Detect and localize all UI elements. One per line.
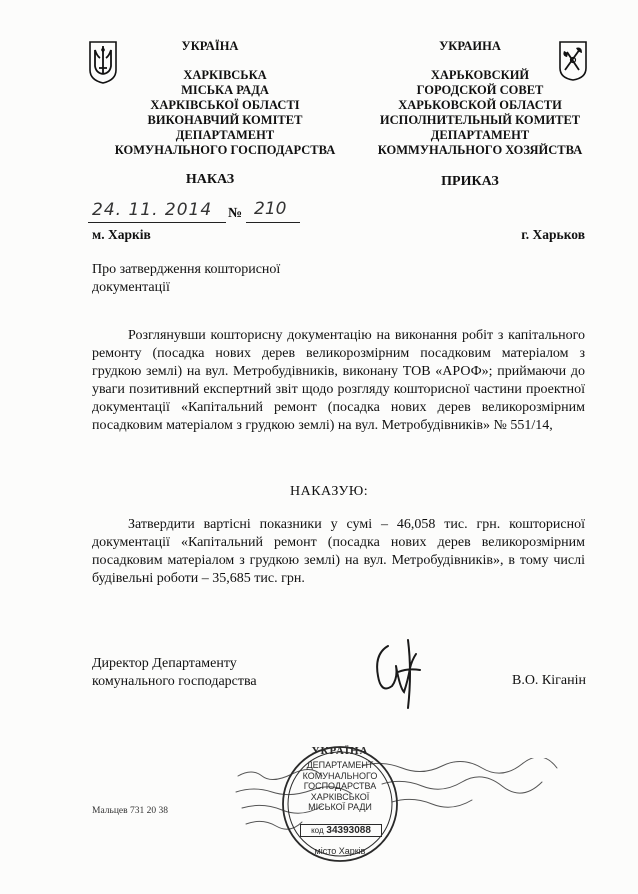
handwritten-signature [368, 632, 438, 712]
order-date: 24. 11. 2014 [92, 200, 213, 220]
order-number: 210 [254, 199, 287, 219]
preamble-paragraph: Розглянувши кошторисну документацію на виконання робіт з капітального ремонту (посадка нових дерев великорозмірним посадковим матеріалом з грудкою землі) на вул. Метробудівників, виконану ТОВ «АРОФ»; приймаючи до уваги позитивний експертний звіт щодо розгляду кошторисної частини проектної документації «Капітальний ремонт (посадка нових дерев великорозмірним посадковим матеріалом з грудкою землі) на вул. Метробудівників» № 551/14, [92, 328, 585, 433]
header-left-line: ХАРКІВСЬКА [183, 68, 267, 82]
header-right-line: ХАРЬКОВСКОЙ ОБЛАСТИ [398, 98, 562, 112]
city-left: м. Харків [92, 227, 151, 242]
stamp-bottom-text: місто Харків [314, 846, 366, 856]
signatory-position [92, 655, 257, 691]
subject-line: Про затвердження кошторисної [92, 262, 281, 277]
stamp-line: МІСЬКОЇ РАДИ [308, 802, 372, 812]
order-subject [92, 261, 352, 297]
header-left-line: ХАРКІВСЬКОЇ ОБЛАСТІ [150, 98, 300, 112]
header-right-line: ХАРЬКОВСКИЙ [430, 68, 530, 82]
city-right: г. Харьков [521, 227, 585, 242]
header-left-country: УКРАЇНА [181, 39, 239, 53]
signatory-name: В.О. Кіганін [511, 673, 586, 688]
header-left-block [100, 68, 350, 158]
date-underline [88, 222, 226, 223]
executor-info: Мальцев 731 20 38 [92, 806, 168, 816]
header-right-line: КОММУНАЛЬНОГО ХОЗЯЙСТВА [377, 143, 583, 157]
stamp-code: 34393088 [326, 825, 371, 836]
stamp-center-text [290, 760, 390, 813]
header-left-line: ДЕПАРТАМЕНТ [175, 128, 275, 142]
position-line: комунального господарства [92, 674, 257, 689]
number-underline [246, 222, 300, 223]
header-left-line: ВИКОНАВЧИЙ КОМІТЕТ [147, 113, 303, 127]
stamp-code-box [300, 824, 382, 837]
position-line: Директор Департаменту [92, 656, 237, 671]
header-right-country: УКРАИНА [439, 39, 501, 53]
order-word: НАКАЗУЮ: [290, 484, 369, 499]
stamp-line: КОМУНАЛЬНОГО [302, 770, 378, 781]
directive-paragraph: Затвердити вартісні показники у сумі – 46,058 тис. грн. кошторисної документації «Капітальний ремонт (посадка нових дерев великорозмірним посадковим матеріалом з грудкою землі) на вул. Метробудівників», в тому числі будівельні роботи – 35,685 тис. грн. [92, 517, 585, 586]
stamp-line: ХАРКІВСЬКОЇ [310, 791, 370, 802]
header-left-line: МІСЬКА РАДА [181, 83, 269, 97]
stamp-line: ГОСПОДАРСТВА [303, 781, 377, 791]
stamp-line: ДЕПАРТАМЕНТ [306, 760, 374, 770]
stamp-code-label: код [311, 826, 324, 835]
header-left-line: КОМУНАЛЬНОГО ГОСПОДАРСТВА [114, 143, 336, 157]
subject-line: документації [92, 280, 170, 295]
header-right-block [355, 68, 605, 158]
stamp-top-text: УКРАЇНА [311, 745, 369, 757]
header-right-line: ИСПОЛНИТЕЛЬНЫЙ КОМИТЕТ [379, 113, 581, 127]
header-right-line: ГОРОДСКОЙ СОВЕТ [416, 83, 544, 97]
order-number-sign: № [228, 206, 243, 221]
header-right-line: ДЕПАРТАМЕНТ [430, 128, 530, 142]
doc-type-right: ПРИКАЗ [441, 174, 499, 189]
doc-type-left: НАКАЗ [185, 172, 235, 187]
